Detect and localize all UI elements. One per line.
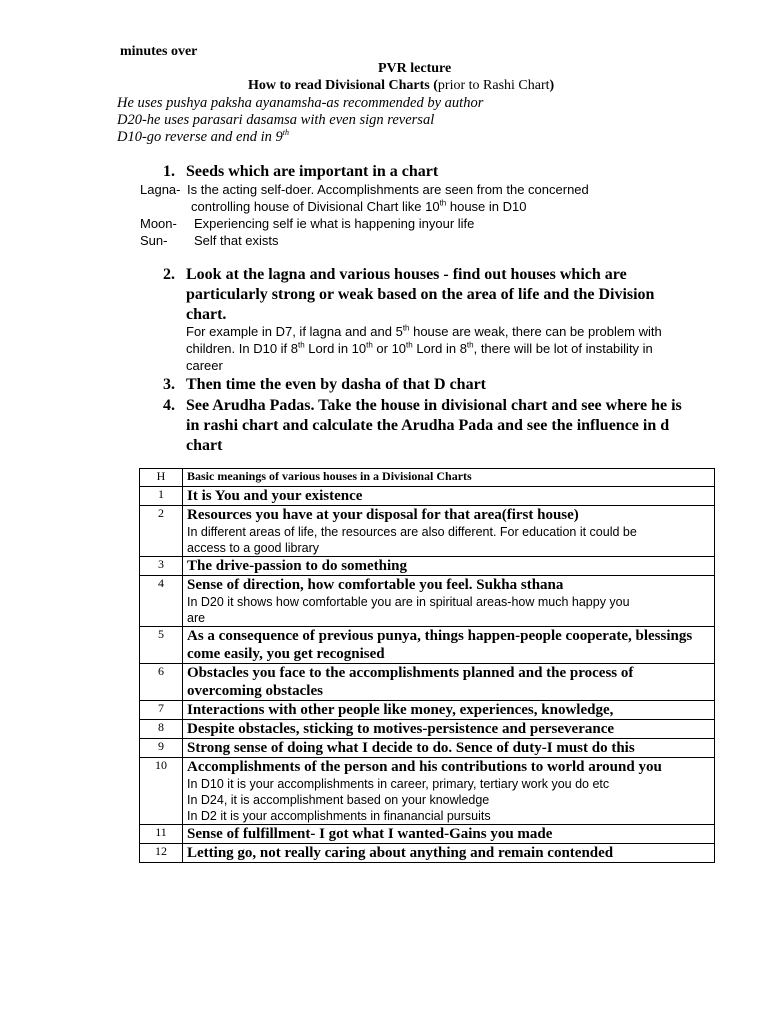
- house-meaning-cell: [183, 701, 715, 720]
- house-meaning-detail: In D2 it is your accomplishments in finanancial pursuits: [187, 809, 491, 823]
- house-meaning: Sense of fulfillment- I got what I wanted-Gains you made: [187, 826, 553, 842]
- lecture-title: PVR lecture: [378, 61, 452, 76]
- sun-label: Sun-: [140, 233, 168, 248]
- section-2-example-2: [186, 341, 653, 356]
- section-2-line-1: Look at the lagna and various houses - find out houses which are: [186, 266, 627, 283]
- house-meaning: It is You and your existence: [187, 488, 363, 504]
- ex1-text-b: house are weak, there can be problem with: [409, 324, 662, 339]
- house-meaning-cell: [183, 720, 715, 739]
- section-1-number: 1.: [163, 163, 175, 180]
- table-row: [140, 576, 715, 627]
- italic-note-2: D20-he uses parasari dasamsa with even sign reversal: [117, 112, 435, 128]
- section-4-number: 4.: [163, 397, 175, 414]
- table-row: [140, 557, 715, 576]
- house-meaning-cell: [183, 576, 715, 627]
- ex2-text-e: , there will be lot of instability in: [473, 341, 653, 356]
- house-meaning-detail: are: [187, 611, 206, 625]
- section-2-number: 2.: [163, 266, 175, 283]
- house-meaning-cell: [183, 758, 715, 825]
- house-number: 1: [140, 487, 183, 506]
- document-title: [248, 78, 554, 94]
- table-row: [140, 825, 715, 844]
- column-header-meaning: Basic meanings of various houses in a Divisional Charts: [183, 469, 715, 487]
- title-bold-part: How to read Divisional Charts (: [248, 78, 438, 93]
- house-meaning-detail: In D24, it is accomplishment based on your knowledge: [187, 793, 490, 807]
- section-2-example-1: [186, 324, 662, 339]
- section-2-example-3: career: [186, 358, 223, 373]
- ex2-sup-4: th: [466, 340, 474, 350]
- table-row: [140, 739, 715, 758]
- table-header-row: [140, 469, 715, 487]
- lagna-text-2: [191, 199, 526, 214]
- house-number: 4: [140, 576, 183, 627]
- ex2-sup-1: th: [298, 340, 305, 350]
- house-meaning: Strong sense of doing what I decide to do. Sence of duty-I must do this: [187, 740, 635, 756]
- ex2-sup-3: th: [406, 340, 413, 350]
- ex1-text-a: For example in D7, if lagna and and 5: [186, 324, 403, 339]
- houses-table: [139, 468, 715, 863]
- house-meaning: Resources you have at your disposal for that area(first house): [187, 507, 579, 523]
- house-meaning-cell: [183, 739, 715, 758]
- house-number: 7: [140, 701, 183, 720]
- italic-note-3-sup: th: [282, 128, 290, 138]
- moon-text: Experiencing self ie what is happening inyour life: [194, 216, 475, 231]
- ex2-text-a: children. In D10 if 8: [186, 341, 299, 356]
- house-meaning-detail: In different areas of life, the resources are also different. For education it could be: [187, 525, 637, 539]
- house-number: 8: [140, 720, 183, 739]
- house-meaning: As a consequence of previous punya, things happen-people cooperate, blessings come easily, you get recognised: [187, 628, 693, 662]
- house-number: 6: [140, 664, 183, 701]
- ex1-sup: th: [402, 323, 410, 333]
- table-row: [140, 758, 715, 825]
- lagna-sup: th: [439, 198, 447, 208]
- section-3-text: Then time the even by dasha of that D chart: [186, 376, 486, 393]
- table-row: [140, 664, 715, 701]
- sun-text: Self that exists: [194, 233, 279, 248]
- house-meaning-cell: [183, 487, 715, 506]
- lagna-text-1: Is the acting self-doer. Accomplishments are seen from the concerned: [187, 182, 589, 197]
- house-meaning-cell: [183, 557, 715, 576]
- house-number: 10: [140, 758, 183, 825]
- house-meaning: The drive-passion to do something: [187, 558, 408, 574]
- section-4-line-1: See Arudha Padas. Take the house in divisional chart and see where he is: [186, 397, 682, 414]
- table-row: [140, 627, 715, 664]
- house-meaning-cell: [183, 844, 715, 863]
- ex2-text-c: or 10: [372, 341, 407, 356]
- house-meaning: Despite obstacles, sticking to motives-persistence and perseverance: [187, 721, 615, 737]
- house-meaning: Accomplishments of the person and his contributions to world around you: [187, 759, 662, 775]
- house-number: 11: [140, 825, 183, 844]
- lagna-text-2b: house in D10: [446, 199, 527, 214]
- top-note: minutes over: [120, 44, 198, 59]
- ex2-text-d: Lord in 8: [412, 341, 467, 356]
- house-meaning: Interactions with other people like money, experiences, knowledge,: [187, 702, 614, 718]
- column-header-h: H: [140, 469, 183, 487]
- section-3-number: 3.: [163, 376, 175, 393]
- house-meaning-detail: In D10 it is your accomplishments in career, primary, tertiary work you do etc: [187, 777, 610, 791]
- table-row: [140, 720, 715, 739]
- ex2-sup-2: th: [366, 340, 373, 350]
- italic-note-3: [117, 129, 289, 146]
- moon-label: Moon-: [140, 216, 177, 231]
- house-meaning: Obstacles you face to the accomplishments planned and the process of overcoming obstacles: [187, 665, 634, 699]
- title-normal-part: prior to Rashi Chart: [437, 78, 550, 93]
- ex2-text-b: Lord in 10: [304, 341, 367, 356]
- house-meaning-cell: [183, 506, 715, 557]
- house-meaning: Letting go, not really caring about anything and remain contended: [187, 845, 614, 861]
- section-2-line-3: chart.: [186, 306, 227, 323]
- table-row: [140, 701, 715, 720]
- italic-note-1: He uses pushya paksha ayanamsha-as recommended by author: [117, 95, 484, 111]
- house-number: 12: [140, 844, 183, 863]
- italic-note-3-text: D10-go reverse and end in 9: [117, 129, 283, 145]
- section-2-line-2: particularly strong or weak based on the area of life and the Division: [186, 286, 655, 303]
- table-row: [140, 506, 715, 557]
- section-4-line-2: in rashi chart and calculate the Arudha Pada and see the influence in d: [186, 417, 670, 434]
- house-number: 2: [140, 506, 183, 557]
- table-row: [140, 487, 715, 506]
- house-meaning-detail: access to a good library: [187, 541, 320, 555]
- house-meaning-detail: In D20 it shows how comfortable you are in spiritual areas-how much happy you: [187, 595, 630, 609]
- section-1-heading: Seeds which are important in a chart: [186, 163, 439, 180]
- house-number: 5: [140, 627, 183, 664]
- section-4-line-3: chart: [186, 437, 223, 454]
- lagna-text-2a: controlling house of Divisional Chart like 10: [191, 199, 440, 214]
- house-meaning-cell: [183, 825, 715, 844]
- house-number: 3: [140, 557, 183, 576]
- table-row: [140, 844, 715, 863]
- lagna-label: Lagna-: [140, 182, 181, 197]
- house-number: 9: [140, 739, 183, 758]
- house-meaning: Sense of direction, how comfortable you feel. Sukha sthana: [187, 577, 564, 593]
- title-close-paren: ): [549, 78, 555, 93]
- house-meaning-cell: [183, 664, 715, 701]
- house-meaning-cell: [183, 627, 715, 664]
